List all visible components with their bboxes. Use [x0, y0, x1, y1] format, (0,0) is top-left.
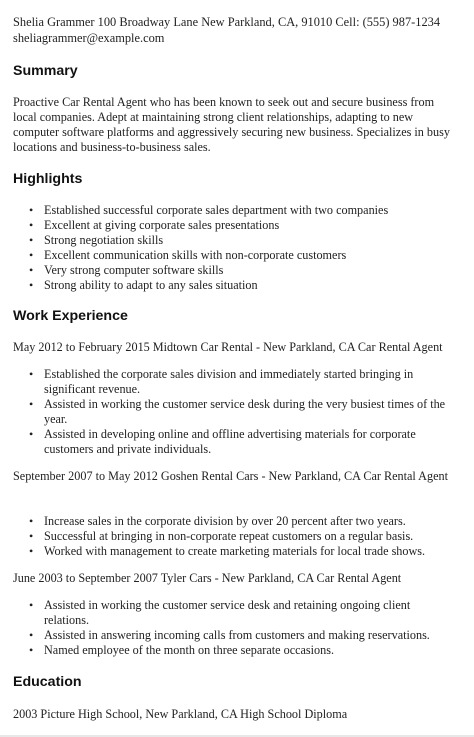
job-heading: May 2012 to February 2015 Midtown Car Rental - New Parkland, CA Car Rental Agent — [13, 340, 443, 354]
education-heading: Education — [13, 674, 82, 690]
job-duty-item: • Established the corporate sales division and immediately started bringing in significant revenue. — [0, 367, 455, 397]
highlight-item: • Established successful corporate sales department with two companies — [0, 203, 455, 218]
highlight-item: • Very strong computer software skills — [0, 263, 455, 278]
job-duty-item: • Named employee of the month on three separate occasions. — [0, 643, 455, 658]
highlight-item: • Excellent communication skills with non-corporate customers — [0, 248, 455, 263]
job-duty-item: • Assisted in working the customer service desk during the very busiest times of the year. — [0, 397, 455, 427]
summary-text: Proactive Car Rental Agent who has been known to seek out and secure business from local companies. Adept at maintaining strong client relationships, adapting to new computer software platforms and aggressively securing new business. Specializes in busy locations and business-to-business sales. — [13, 95, 450, 154]
highlight-item: • Strong ability to adapt to any sales situation — [0, 278, 455, 293]
highlights-list — [0, 203, 455, 293]
job-duties-list — [0, 598, 455, 658]
highlight-item: • Excellent at giving corporate sales presentations — [0, 218, 455, 233]
job-duty-item: • Increase sales in the corporate division by over 20 percent after two years. — [0, 514, 455, 529]
job-duty-item: • Successful at bringing in non-corporate repeat customers on a regular basis. — [0, 529, 455, 544]
education-text: 2003 Picture High School, New Parkland, CA High School Diploma — [13, 707, 348, 721]
experience-heading: Work Experience — [13, 308, 128, 324]
job-duties-list — [0, 514, 455, 559]
summary-heading: Summary — [13, 63, 78, 79]
job-heading: June 2003 to September 2007 Tyler Cars - New Parkland, CA Car Rental Agent — [13, 571, 402, 585]
job-duty-item: • Assisted in working the customer service desk and retaining ongoing client relations. — [0, 598, 455, 628]
job-duty-item: • Assisted in developing online and offline advertising materials for corporate customers and private individuals. — [0, 427, 455, 457]
job-duty-item: • Worked with management to create marketing materials for local trade shows. — [0, 544, 455, 559]
job-heading: September 2007 to May 2012 Goshen Rental Cars - New Parkland, CA Car Rental Agent — [13, 469, 448, 483]
highlight-item: • Strong negotiation skills — [0, 233, 455, 248]
email-line: sheliagrammer@example.com — [13, 31, 165, 45]
job-duty-item: • Assisted in answering incoming calls from customers and making reservations. — [0, 628, 455, 643]
contact-header — [13, 14, 463, 46]
job-duties-list — [0, 367, 455, 457]
highlights-heading: Highlights — [13, 171, 83, 187]
contact-line: Shelia Grammer 100 Broadway Lane New Parkland, CA, 91010 Cell: (555) 987-1234 — [13, 15, 441, 29]
